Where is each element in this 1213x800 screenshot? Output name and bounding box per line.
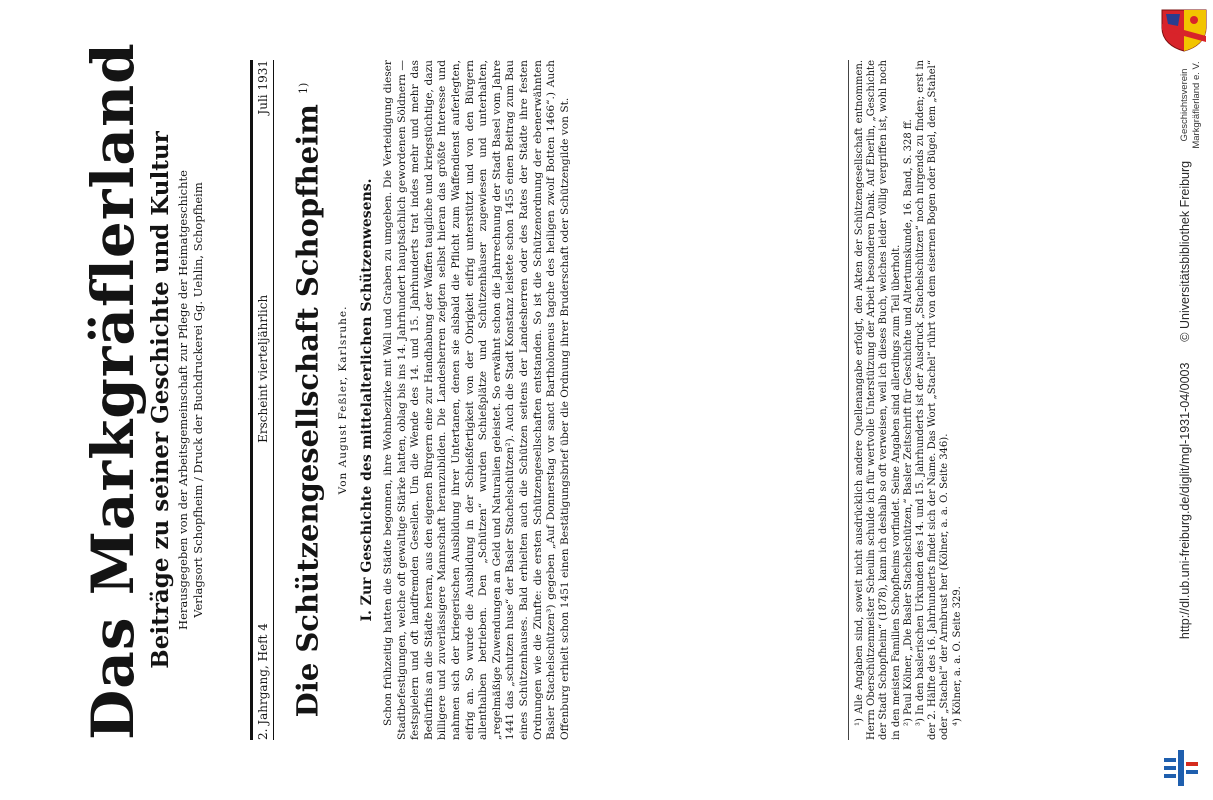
footnote: ²) Paul Kölner, „Die Basler Stachelschützen,“ Basler Zeitschrift für Geschichte und Altertumskunde, 16. Band, S. 328 ff. — [902, 119, 914, 726]
article-body — [382, 60, 572, 740]
digitization-credit — [1175, 90, 1195, 710]
journal-subtitle: Beiträge zu seiner Geschichte und Kultur — [147, 131, 174, 669]
publisher-line-1: Herausgegeben von der Arbeitsgemeinschaft zur Pflege der Heimatgeschichte — [176, 170, 190, 630]
footnotes — [854, 60, 964, 740]
article-author: Von August Feßler, Karlsruhe. — [337, 305, 349, 495]
issue-frequency: Erscheint vierteljährlich — [256, 294, 270, 443]
footnote-divider — [848, 60, 849, 740]
society-line-1: Geschichtsverein — [1179, 68, 1190, 142]
article-title-text: Die Schützengesellschaft Schopfheim — [290, 104, 325, 718]
publisher-line-2: Verlagsort Schopfheim / Druck der Buchdruckerei Gg. Uehlin, Schopfheim — [191, 182, 205, 618]
issue-volume: 2. Jahrgang, Heft 4 — [256, 623, 270, 740]
society-line-2: Markgräflerland e. V. — [1191, 61, 1202, 149]
footnote: ¹) Alle Angaben sind, soweit nicht ausdrücklich andere Quellenangabe erfolgt, den Akten der Schützengesellschaft entnommen. Herrn Oberschützenmeister Scheulin schulde ich für wertvolle Unterstützung der Arbeit besonderen Dank. Auf Eberlin, „Geschichte der Stadt Schopfheim“ (1878), kann ich deshalb so oft verweisen, weil ich dieses Buch, welches leider völlig vergriffen ist, wohl noch in den meisten Familien Schopfheims vorfindet. Seine Angaben sind allerdings zum Teil überholt. — [854, 60, 902, 740]
credit-url[interactable]: http://dl.ub.uni-freiburg.de/diglit/mgl-1931-04/0003 — [1178, 362, 1192, 640]
masthead — [79, 42, 206, 740]
footnote: ⁴) Kölner, a. a. O. Seite 329. — [951, 586, 963, 726]
article-title — [284, 60, 328, 740]
rotated-page-content — [58, 42, 1098, 740]
section-heading: I. Zur Geschichte des mittelalterlichen Schützenwesens. — [359, 178, 375, 622]
ub-freiburg-logo-icon — [1162, 748, 1202, 788]
article-title-footnote-ref: 1) — [297, 82, 310, 94]
body-paragraph: Schon frühzeitig hatten die Städte begonnen, ihre Wohnbezirke mit Wall und Graben zu umgeben. Die Verteidigung dieser Stadtbefestigungen, welche oft gewaltige Stärke hatten, oblag bis ins 14. Jahrhundert hauptsächlich gewordenen Söldnern — festspielern und oft landfremden Gesellen. Um die Wende des 14. und 15. Jahrhunderts trat indes mehr und mehr das Bedürfnis an die Städte heran, aus den eigenen Bürgern eine zur Handhabung der Waffen taugliche und kriegstüchtige, dazu billigere und zuverlässigere Mannschaft heranzubilden. Die Landesherren zeigten selbst hieran das größte Interesse und nahmen sich der kriegerischen Ausbildung ihrer Untertanen, denen sie alsbald die Pflicht zum Waffendienst auferlegten, eifrig an. So wurde die Ausbildung in der Schießfertigkeit von der Obrigkeit eifrig unterstützt und von den Bürgern allenthalben betrieben. Den „Schützen“ wurden Schießplätze und Schützenhäuser zugewiesen und unterhalten, „regelmäßige Zuwendungen an Geld und Naturalien geleistet. So erwähnt schon die Jahrrechnung der Stadt Basel vom Jahre 1441 das „schutzen huse“ der Basler Stachelschützen²). Auch die Stadt Konstanz leistete schon 1455 einen Beitrag zum Bau eines Schützenhauses. Bald erhielten auch die Schützen seitens der Landesherren oder des Rates der Städte ihre festen Ordnungen wie die Zünfte: die ersten Schützengesellschaften entstanden. So ist die Schützenordnung der ebenerwähnten Basler Stachelschützen³) gegeben „Auf Donnerstag vor sanct Bartholomeus tagche des heiligen zwolf Botten 1466“.) Auch Offenburg erhielt schon 1451 einen Bestätigungsbrief über die Ordnung ihrer Bruderschaft oder Schützengilde von St. — [382, 60, 571, 740]
credit-separator — [1178, 345, 1192, 359]
journal-title: Das Markgräflerland — [79, 42, 147, 740]
footnote: ³) In den baslerischen Urkunden des 14. und 15. Jahrhunderts ist der Ausdruck „Stachelschützen“ noch nirgends zu finden; erst in der 2. Hälfte des 16. Jahrhunderts findet sich der Name. Das Wort „Stachel“ rührt von dem eisernen Bogen oder Bügel, dem „Stahel“ oder „Stachel“ der Armbrust her (Kölner, a. a. O. Seite 346). — [915, 60, 951, 740]
issue-bar — [250, 60, 274, 740]
issue-date: Juli 1931 — [256, 60, 270, 115]
credit-copyright: © Universitätsbibliothek Freiburg — [1178, 160, 1192, 342]
